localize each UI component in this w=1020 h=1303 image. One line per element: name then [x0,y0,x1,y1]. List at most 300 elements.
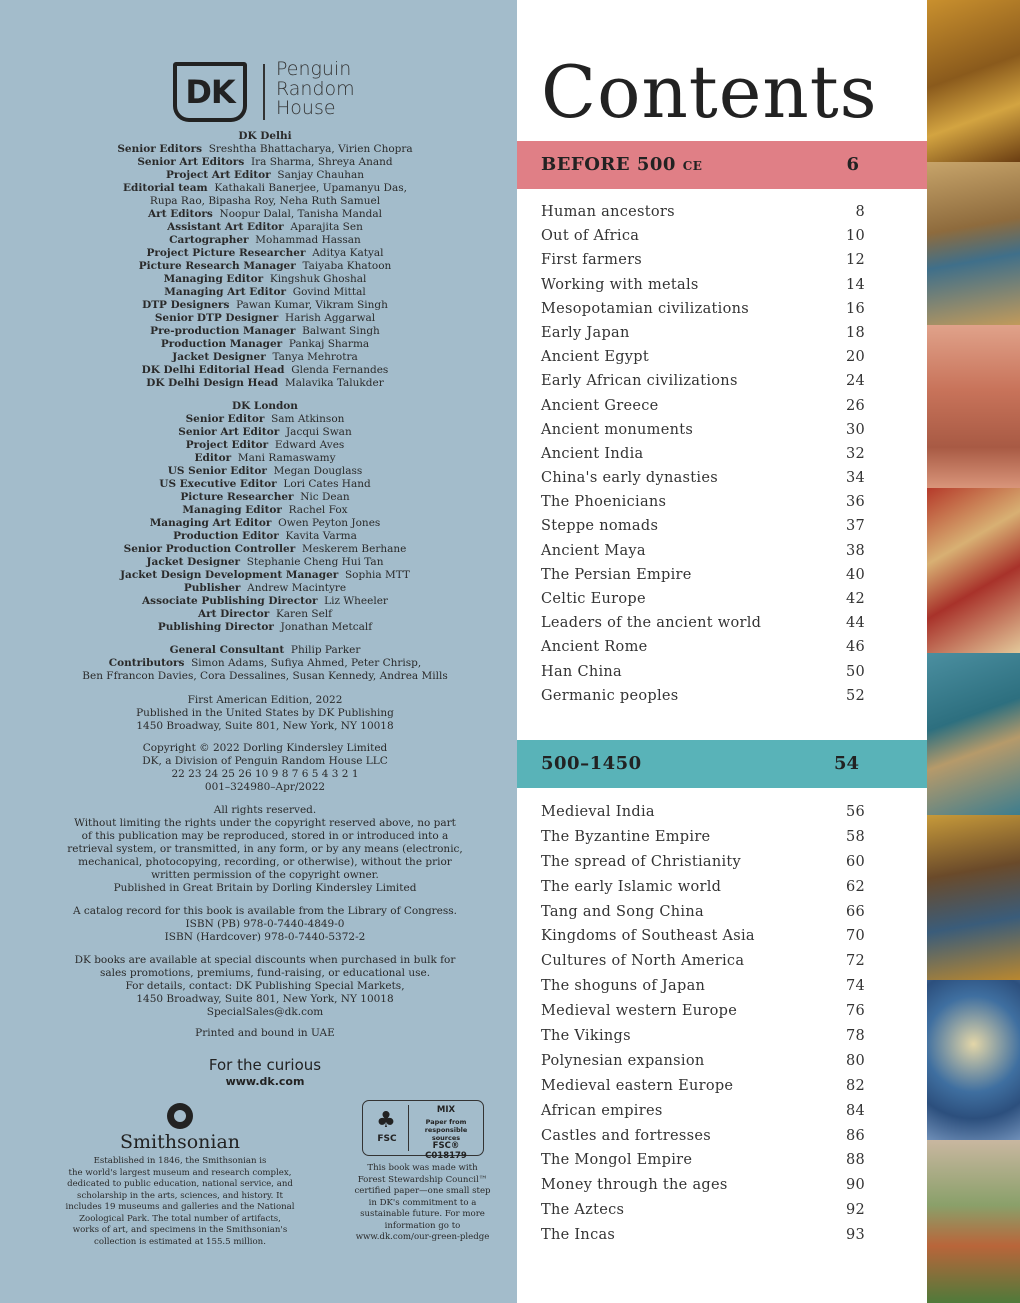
section-header-500-1450: 500–1450 54 [517,740,927,788]
credit-role: Picture Research Manager [138,260,296,272]
credit-names: Stephanie Cheng Hui Tan [246,556,384,568]
toc-entry-page: 8 [855,204,865,220]
toc-entry-page: 18 [845,324,865,341]
toc-entry-title: Mesopotamian civilizations [541,300,749,317]
toc-entry-page: 16 [845,300,865,317]
toc-entry[interactable] [541,418,871,442]
credit-line [40,556,490,569]
credit-names: Balwant Singh [302,325,380,337]
toc-entry-title: The Vikings [541,1028,631,1045]
printed-info: Printed and bound in UAE [195,1027,335,1039]
toc-entry-title: Ancient monuments [541,421,694,438]
toc-entry-title: Ancient Maya [541,542,646,559]
credit-role: Pre-production Manager [150,325,296,337]
toc-entry-page: 72 [845,953,865,970]
credit-line [40,312,490,325]
islamic-dome-image [927,980,1020,1140]
credit-role: Art Editors [148,208,213,220]
toc-entry-page: 10 [845,228,865,245]
toc-entry[interactable] [541,514,871,538]
credit-role: Associate Publishing Director [142,595,318,607]
text-line: SpecialSales@dk.com [206,1006,324,1018]
toc-entry-title: Steppe nomads [541,518,659,535]
credit-role: DTP Designers [142,299,230,311]
credit-line [40,491,490,504]
credit-names: Mani Ramaswamy [237,452,336,464]
credit-names: Sophia MTT [344,569,410,581]
credit-names: Taiyaba Khatoon [302,260,392,272]
toc-entry-title: The Persian Empire [541,566,692,583]
toc-entry-title: Money through the ages [541,1177,728,1194]
text-line: All rights reserved. [213,804,317,816]
credit-role: Senior Production Controller [123,543,296,555]
toc-entry[interactable] [541,1049,871,1074]
toc-entry-title: The Incas [541,1227,616,1244]
toc-list-before-500 [541,200,871,708]
toc-entry-title: Polynesian expansion [541,1052,705,1069]
text-line: works of art, and specimens in the Smithsonian's [72,1225,288,1235]
credit-line [40,208,490,221]
toc-entry[interactable] [541,248,871,272]
credit-role: Production Manager [160,338,283,350]
dk-london-credits [40,400,490,634]
toc-entry-title: The early Islamic world [541,878,722,895]
credit-line [40,426,490,439]
text-line: A catalog record for this book is available from the Library of Congress. [72,905,458,917]
text-line: sustainable future. For more [360,1209,485,1219]
text-line: Forest Stewardship Council™ [357,1174,488,1185]
toc-entry[interactable] [541,1223,871,1248]
toc-entry-page: 74 [845,978,865,995]
credit-role: General Consultant [169,644,285,656]
text-line: ISBN (PB) 978-0-7440-4849-0 [185,918,345,930]
toc-entry-page: 82 [845,1077,865,1094]
credit-role: Project Art Editor [165,169,271,181]
credit-names: Ira Sharma, Shreya Anand [250,156,393,168]
toc-entry-page: 76 [845,1003,865,1020]
credit-line [40,286,490,299]
credit-role: Senior Editors [117,143,203,155]
image-strip [927,0,1020,1303]
text-line: in DK's commitment to a [368,1197,477,1208]
toc-entry[interactable] [541,224,871,248]
toc-entry-page: 60 [845,853,865,870]
credit-role: DK Delhi Design Head [146,377,279,389]
credit-line [40,478,490,491]
toc-entry-page: 46 [845,639,865,656]
toc-entry-title: Han China [541,663,622,680]
toc-entry-title: The Mongol Empire [541,1152,693,1169]
toc-entry-title: The spread of Christianity [541,853,742,870]
toc-entry-page: 70 [845,928,865,945]
toc-entry-page: 92 [845,1202,865,1219]
toc-entry-title: Ancient Greece [541,397,659,414]
credit-line [40,465,490,478]
catalog-info [40,905,490,944]
bulk-sales-info [40,954,490,1019]
toc-entry-page: 58 [845,828,865,845]
egyptian-art-image [927,162,1020,325]
credit-role: US Executive Editor [159,478,277,490]
credit-line [40,504,490,517]
section-header-before-500: BEFORE 500 CE 6 [517,141,927,189]
text-line: 22 23 24 25 26 10 9 8 7 6 5 4 3 2 1 [171,768,359,780]
toc-entry[interactable] [541,660,871,684]
credit-role: Managing Art Editor [164,286,287,298]
toc-entry-page: 80 [845,1052,865,1069]
credit-names: Liz Wheeler [324,595,388,607]
toc-entry-page: 90 [845,1177,865,1194]
toc-entry[interactable] [541,611,871,635]
persian-tiles-image [927,653,1020,815]
credit-names: Nic Dean [300,491,350,503]
toc-entry-page: 62 [845,878,865,895]
credit-line [40,247,490,260]
toc-entry-page: 40 [845,566,865,583]
credit-role: Production Editor [173,530,279,542]
credit-role: Project Editor [185,439,269,451]
credit-role: Assistant Art Editor [167,221,284,233]
toc-entry[interactable] [541,850,871,875]
toc-entry[interactable] [541,875,871,900]
credit-names: Malavika Talukder [284,377,384,389]
toc-entry-title: Ancient India [541,445,644,462]
credit-line [40,273,490,286]
toc-entry-title: The Phoenicians [541,494,667,511]
text-line: Established in 1846, the Smithsonian is [93,1156,267,1166]
toc-entry-page: 56 [845,804,865,820]
credit-names: Owen Peyton Jones [278,517,381,529]
credit-names: Rupa Rao, Bipasha Roy, Neha Ruth Samuel [149,195,381,207]
toc-entry-title: The shoguns of Japan [541,978,706,995]
text-line: dedicated to public education, national service, and [67,1179,293,1189]
website-link: www.dk.com [225,1075,305,1088]
credit-role: Editorial team [123,182,208,194]
toc-entry-page: 36 [845,494,865,511]
credits-heading: DK Delhi [238,130,292,142]
toc-entry-page: 42 [845,591,865,607]
toc-entry-page: 84 [845,1102,865,1119]
toc-entry-title: Cultures of North America [541,953,745,970]
toc-entry-title: Medieval eastern Europe [541,1077,734,1094]
tagline: For the curious [208,1056,322,1074]
credit-role: Senior Art Editor [178,426,280,438]
toc-entry-title: Castles and fortresses [541,1127,712,1144]
rights-info [40,804,490,895]
dk-logo: DK [173,62,247,122]
text-line: 1450 Broadway, Suite 801, New York, NY 10018 [136,720,394,732]
credit-role: Managing Editor [182,504,282,516]
toc-entry[interactable] [541,273,871,297]
credit-names: Philip Parker [290,644,361,656]
credit-role: Senior Editor [185,413,265,425]
text-line: First American Edition, 2022 [187,694,343,706]
toc-entry[interactable] [541,200,871,224]
logo-divider [263,64,265,120]
text-line: Published in Great Britain by Dorling Kindersley Limited [113,882,417,894]
credit-line [40,325,490,338]
toc-entry-page: 32 [845,445,865,462]
text-line: Without limiting the rights under the copyright reserved above, no part [74,817,456,829]
toc-entry-title: Early Japan [541,324,630,341]
credit-line [40,221,490,234]
credit-role: Jacket Designer [172,351,266,363]
toc-entry-title: Ancient Egypt [541,349,649,366]
text-line: 001–324980–Apr/2022 [204,781,326,793]
text-line: mechanical, photocopying, recording, or otherwise), without the prior [78,856,452,868]
credit-line [40,338,490,351]
credit-names: Sreshtha Bhattacharya, Virien Chopra [208,143,413,155]
toc-entry[interactable] [541,1024,871,1049]
credit-role: Cartographer [169,234,249,246]
toc-entry[interactable] [541,563,871,587]
toc-entry-title: African empires [541,1102,663,1119]
credit-names: Jonathan Metcalf [280,621,373,633]
credit-line [40,608,490,621]
toc-entry-page: 93 [845,1227,865,1244]
toc-entry[interactable] [541,924,871,949]
toc-entry[interactable] [541,394,871,418]
smithsonian-description [65,1156,295,1248]
toc-entry-title: Human ancestors [541,204,675,220]
credit-role: Managing Art Editor [149,517,272,529]
credit-role: US Senior Editor [167,465,267,477]
credit-names: Govind Mittal [292,286,366,298]
credit-names: Rachel Fox [288,504,348,516]
text-line: information go to [384,1220,461,1231]
credit-names: Harish Aggarwal [284,312,376,324]
toc-entry[interactable] [541,974,871,999]
toc-list-500-1450 [541,800,871,1248]
credit-names: Tanya Mehrotra [272,351,358,363]
text-line: of this publication may be reproduced, stored in or introduced into a [81,830,449,842]
credit-line [40,260,490,273]
text-line: collection is estimated at 155.5 million. [94,1236,266,1247]
toc-entry[interactable] [541,949,871,974]
credit-role: Editor [194,452,232,464]
credit-line [40,657,490,670]
toc-entry-title: The Byzantine Empire [541,828,711,845]
edition-info [40,694,490,733]
toc-entry-page: 20 [845,349,865,366]
smithsonian-sunburst-icon [167,1103,193,1129]
toc-entry[interactable] [541,800,871,825]
toc-entry-page: 78 [845,1028,865,1045]
credit-names: Andrew Macintyre [247,582,347,594]
toc-entry[interactable] [541,1148,871,1173]
credit-line [40,644,490,657]
credit-line [40,582,490,595]
credit-names: Karen Self [275,608,333,620]
petra-treasury-image [927,325,1020,488]
toc-entry-page: 38 [845,542,865,559]
toc-entry-page: 12 [845,252,865,269]
toc-entry-title: Medieval India [541,804,655,820]
credit-role: Jacket Designer [146,556,241,568]
credit-names: Kavita Varma [285,530,357,542]
credit-names: Noopur Dalal, Tanisha Mandal [219,208,382,220]
credit-line [40,143,490,156]
credit-line [40,234,490,247]
penguin-random-house-logo: Penguin Random House [276,58,355,119]
credit-line [40,621,490,634]
toc-entry[interactable] [541,1124,871,1149]
credit-line [40,439,490,452]
toc-entry[interactable] [541,490,871,514]
page-title: Contents [541,50,878,134]
toc-entry-page: 66 [845,903,865,920]
toc-entry[interactable] [541,1173,871,1198]
credit-line [40,299,490,312]
toc-entry-page: 34 [845,470,865,487]
copyright-info [40,742,490,794]
toc-entry[interactable] [541,635,871,659]
credit-names: Sam Atkinson [271,413,345,425]
toc-entry-title: Tang and Song China [541,903,704,920]
credit-names: Jacqui Swan [285,426,352,438]
text-line: Copyright © 2022 Dorling Kindersley Limited [142,742,388,754]
text-line: Published in the United States by DK Publishing [136,707,394,719]
toc-entry-title: Germanic peoples [541,687,679,704]
credit-role: Contributors [108,657,185,669]
credit-names: Megan Douglass [273,465,363,477]
toc-entry[interactable] [541,684,871,708]
text-line: Zoological Park. The total number of artifacts, [79,1213,281,1224]
credit-names: Pawan Kumar, Vikram Singh [236,299,388,311]
text-line: sales promotions, premiums, fund-raising, or educational use. [99,967,431,979]
dk-delhi-credits [40,130,490,390]
fsc-tree-icon: ♣ [376,1108,396,1133]
credit-line [40,195,490,208]
toc-entry-title: Kingdoms of Southeast Asia [541,928,755,945]
credit-names: Pankaj Sharma [288,338,370,350]
text-line: scholarship in the arts, sciences, and history. It [77,1190,283,1201]
credit-line [40,182,490,195]
toc-entry-title: Ancient Rome [541,639,648,656]
toc-entry-page: 24 [845,373,865,390]
text-line: certified paper—one small step [354,1186,491,1196]
toc-entry-page: 14 [845,276,865,293]
credit-line [40,156,490,169]
toc-entry[interactable] [541,1074,871,1099]
text-line: ISBN (Hardcover) 978-0-7440-5372-2 [164,931,366,943]
credit-role: Project Picture Researcher [146,247,306,259]
credit-names: Mohammad Hassan [255,234,361,246]
toc-entry[interactable] [541,297,871,321]
toc-entry-page: 37 [845,518,865,535]
toc-entry[interactable] [541,900,871,925]
fsc-logo: ♣ FSC MIX Paper from responsible sources FSC® C018179 [362,1100,484,1156]
credit-line [40,517,490,530]
credit-role: Picture Researcher [180,491,294,503]
credit-names: Lori Cates Hand [283,478,371,490]
credit-line [40,413,490,426]
credit-line [40,377,490,390]
text-line: written permission of the copyright owner. [151,869,379,881]
text-line: This book was made with [367,1163,478,1173]
toc-entry[interactable] [541,999,871,1024]
text-line: includes 19 museums and galleries and the National [65,1202,295,1212]
toc-entry-title: China's early dynasties [541,470,718,487]
credit-line [40,530,490,543]
credit-names: Ben Ffrancon Davies, Cora Dessalines, Susan Kennedy, Andrea Mills [82,670,448,682]
toc-entry[interactable] [541,369,871,393]
credit-role: Publishing Director [157,621,274,633]
credit-names: Sanjay Chauhan [277,169,364,181]
credit-line [40,595,490,608]
toc-entry-title: Out of Africa [541,228,640,245]
text-line: retrieval system, or transmitted, in any form, or by any means (electronic, [67,843,463,855]
text-line: the world's largest museum and research complex, [68,1167,292,1178]
credit-role: Jacket Design Development Manager [120,569,339,581]
toc-entry[interactable] [541,587,871,611]
toc-entry[interactable] [541,345,871,369]
toc-entry-page: 26 [845,397,865,414]
credit-names: Kathakali Banerjee, Upamanyu Das, [214,182,407,194]
text-line: 1450 Broadway, Suite 801, New York, NY 10018 [136,993,394,1005]
credit-line [40,670,490,683]
pagoda-image [927,1140,1020,1303]
credit-line [40,452,490,465]
credit-role: Senior Art Editors [137,156,245,168]
text-line: For details, contact: DK Publishing Special Markets, [125,980,405,992]
toc-entry-page: 86 [845,1127,865,1144]
credit-names: Edward Aves [274,439,345,451]
credit-role: Managing Editor [163,273,264,285]
credit-role: Publisher [183,582,241,594]
text-line: DK, a Division of Penguin Random House LLC [142,755,388,767]
credit-names: Simon Adams, Sufiya Ahmed, Peter Chrisp, [191,657,422,669]
credit-line [40,169,490,182]
maya-mural-image [927,488,1020,653]
text-line: DK books are available at special discounts when purchased in bulk for [74,954,456,966]
toc-entry-title: Early African civilizations [541,373,738,390]
toc-entry-title: Working with metals [541,276,699,293]
credit-role: DK Delhi Editorial Head [141,364,285,376]
credit-names: Aditya Katyal [312,247,384,259]
toc-entry[interactable] [541,321,871,345]
credit-line [40,569,490,582]
toc-entry-title: Leaders of the ancient world [541,615,762,632]
toc-entry[interactable] [541,442,871,466]
toc-entry[interactable] [541,1099,871,1124]
toc-entry-page: 30 [845,421,865,438]
credit-line [40,543,490,556]
credit-line [40,351,490,364]
credit-names: Aparajita Sen [290,221,363,233]
publisher-logo [173,60,373,124]
credit-names: Glenda Fernandes [291,364,389,376]
smithsonian-name: Smithsonian [119,1131,241,1153]
byzantine-mosaic-image [927,815,1020,980]
credit-role: Art Director [197,608,270,620]
text-line: www.dk.com/our-green-pledge [355,1232,490,1242]
toc-entry[interactable] [541,539,871,563]
toc-entry-page: 88 [845,1152,865,1169]
toc-entry[interactable] [541,825,871,850]
toc-entry-page: 44 [845,615,865,632]
credit-role: Senior DTP Designer [154,312,279,324]
gold-mask-image [927,0,1020,162]
consultant-credits [40,644,490,683]
credit-names: Kingshuk Ghoshal [269,273,367,285]
toc-entry-title: First farmers [541,252,643,269]
toc-entry[interactable] [541,1198,871,1223]
credits-heading: DK London [232,400,298,412]
fsc-description [345,1163,500,1244]
toc-entry[interactable] [541,466,871,490]
toc-entry-title: The Aztecs [541,1202,625,1219]
